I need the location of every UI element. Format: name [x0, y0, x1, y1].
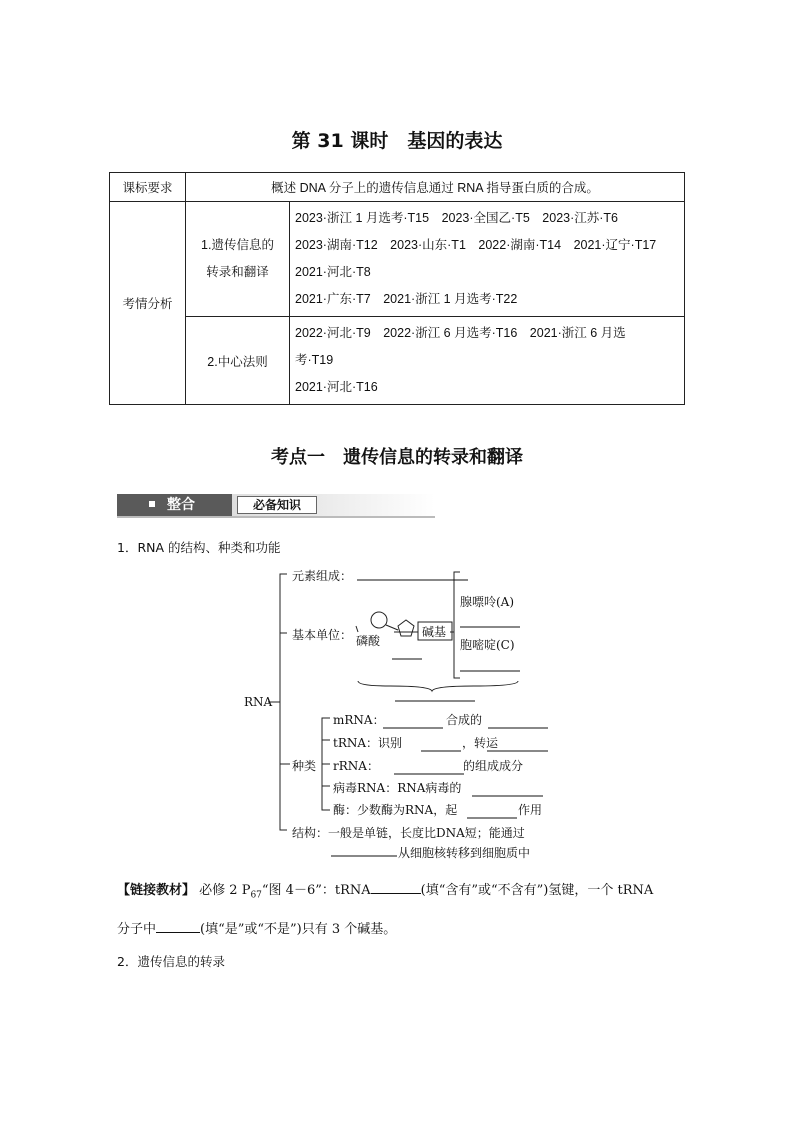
link-text: (填“是”或“不是”)只有 3 个碱基。 [200, 922, 397, 937]
textbook-link-line1 [117, 879, 653, 901]
row-content: 概述 DNA 分子上的遗传信息通过 RNA 指导蛋白质的合成。 [186, 173, 685, 202]
square-icon [149, 501, 155, 507]
answer-blank [371, 881, 421, 894]
topic-name-line: 转录和翻译 [206, 265, 269, 279]
phosphate-label: 磷酸 [356, 634, 381, 648]
topic-items [290, 317, 685, 405]
type-item-suffix: 的组成成分 [463, 759, 524, 773]
type-item-suffix: 作用 [518, 803, 543, 817]
topic-name: 2.中心法则 [186, 317, 290, 405]
list-item: 2021·河北·T8 [295, 265, 371, 279]
unit-label: 基本单位： [292, 628, 353, 642]
requirements-table [109, 172, 685, 405]
banner-label: 整合 [167, 497, 195, 513]
type-item: 病毒RNA：RNA病毒的 [333, 781, 462, 795]
section-banner [117, 494, 435, 518]
banner-underline [117, 516, 435, 518]
list-item: 2021·广东·T7 2021·浙江 1 月选考·T22 [295, 292, 518, 306]
table-row [110, 317, 685, 405]
textbook-link-line2 [117, 918, 396, 937]
topic-name [186, 202, 290, 317]
list-item: 2023·浙江 1 月选考·T15 2023·全国乙·T5 2023·江苏·T6 [295, 211, 619, 225]
rna-concept-diagram [240, 560, 560, 870]
link-text: 分子中 [117, 922, 157, 937]
page-title: 第 31 课时 基因的表达 [291, 130, 503, 152]
table-row [110, 173, 685, 202]
table-row [110, 202, 685, 317]
section-title: 考点一 遗传信息的转录和翻译 [271, 447, 523, 468]
link-ref-page: 67 [250, 890, 262, 901]
heading-rna: 1．RNA 的结构、种类和功能 [117, 540, 281, 555]
answer-blank [156, 920, 200, 933]
type-item: 酶：少数酶为RNA，起 [333, 803, 458, 817]
list-item: 考·T19 [295, 353, 334, 367]
banner-tag: 必备知识 [237, 496, 317, 514]
type-item-suffix: 合成的 [446, 713, 483, 727]
link-tag: 【链接教材】 [117, 883, 196, 898]
types-label: 种类 [292, 759, 317, 773]
link-text: “图 4－6”：tRNA [261, 883, 371, 898]
base-option: 腺嘌呤(A) [460, 595, 515, 609]
list-item: 2023·湖南·T12 2023·山东·T1 2022·湖南·T14 2021·辽宁·T17 [295, 238, 657, 252]
link-ref: 必修 2 P [199, 883, 251, 898]
topic-name-line: 1.遗传信息的 [201, 238, 274, 252]
row-label: 考情分析 [110, 202, 186, 405]
type-item-suffix: ，转运 [462, 736, 499, 750]
row-label: 课标要求 [110, 173, 186, 202]
base-option: 胞嘧啶(C) [460, 638, 515, 652]
topic-items [290, 202, 685, 317]
element-label: 元素组成： [292, 569, 353, 583]
root-label: RNA [244, 695, 273, 709]
base-label: 碱基 [422, 625, 447, 639]
list-item: 2021·河北·T16 [295, 380, 378, 394]
banner-label-box [117, 494, 232, 516]
type-item: mRNA： [333, 713, 385, 727]
heading-transcription: 2．遗传信息的转录 [117, 954, 225, 969]
list-item: 2022·河北·T9 2022·浙江 6 月选考·T16 2021·浙江 6 月选 [295, 326, 626, 340]
structure-line: 结构：一般是单链，长度比DNA短；能通过 [292, 826, 525, 840]
structure-line: 从细胞核转移到细胞质中 [398, 846, 531, 860]
type-item: tRNA：识别 [333, 736, 403, 750]
type-item: rRNA： [333, 759, 379, 773]
link-text: (填“含有”或“不含有”)氢键，一个 tRNA [420, 883, 654, 898]
